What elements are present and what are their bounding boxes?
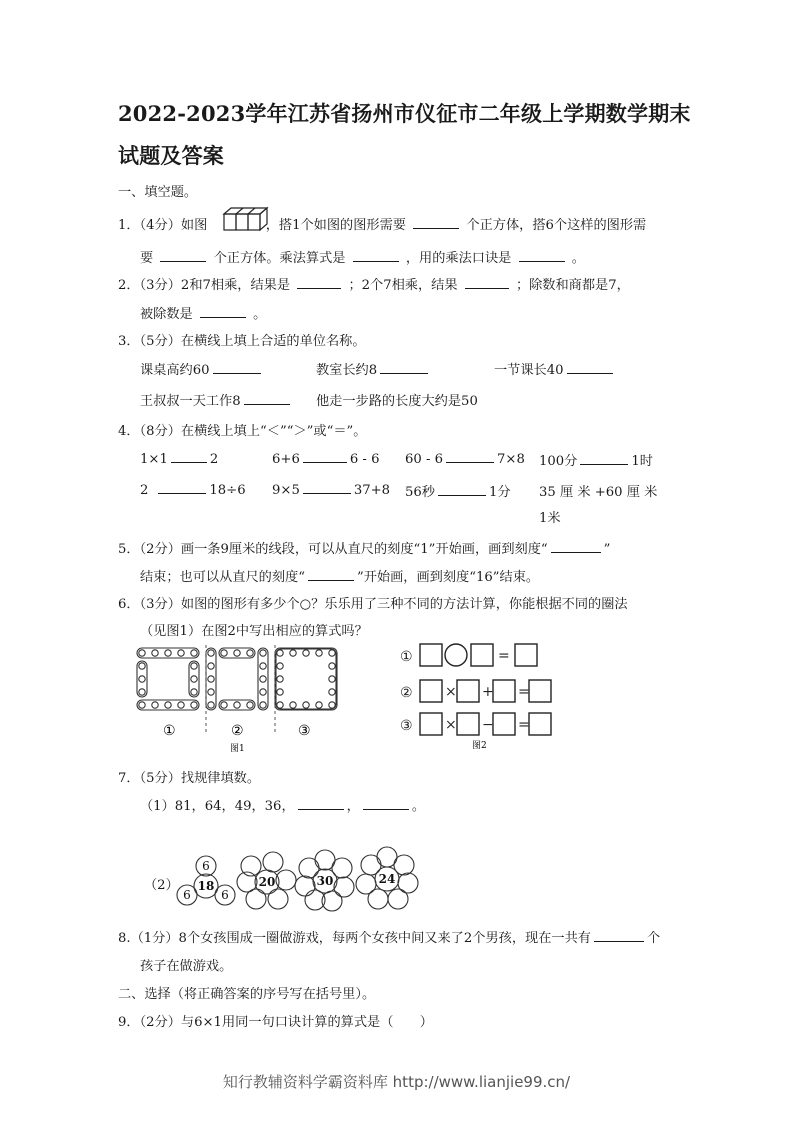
document-title-line1: 2022-2023学年江苏省扬州市仪征市二年级上学期数学期末 [118,101,691,126]
question-3-item-4 [140,390,293,409]
q4-r1-3-left: 60 - 6 [405,452,444,467]
q5-text-c: 结束；也可以从直尺的刻度“ [140,570,305,585]
q4-r1-4-right: 1时 [631,454,653,469]
q1-text-d: 要 [140,251,154,266]
flower-4-center: 24 [378,872,396,886]
q3-blank-1[interactable] [213,361,261,374]
q5-text-d: ”开始画，画到刻度“16”结束。 [357,570,540,585]
fig1-dot [329,663,335,669]
q7-p1-end: 。 [411,799,426,814]
flower-1-petal-right: 6 [221,888,229,902]
fig1-dot [152,702,158,708]
fig1-dot [303,702,309,708]
fig1-dot [208,663,214,669]
q4-row2-item-4-unit: 1米 [539,511,561,526]
q4-r1-2-left: 6+6 [272,452,300,467]
question-8-line1 [118,927,660,946]
flower-3-center: 30 [316,874,334,888]
q3-blank-4[interactable] [244,392,290,405]
fig1-dot [191,702,197,708]
q8-blank-1[interactable] [594,929,644,942]
cube-figure [223,206,271,232]
fig1-label-1: ① [163,723,176,739]
fig1-ring [276,649,336,709]
fig1-caption: 图1 [230,744,245,754]
question-3-item-3 [494,359,616,378]
question-7-stem: 7．（5分）找规律填数。 [118,771,261,786]
q1-text-c: 个正方体，搭6个这样的图形需 [466,218,647,233]
q1-text-g: 。 [571,251,585,266]
fig1-dot [139,650,145,656]
q4-blank-2[interactable] [303,450,347,463]
fig1-dot [191,689,197,695]
q8-text-b: 个 [646,931,661,946]
q4-row1-item-2 [272,450,379,467]
question-3-stem: 3．（5分）在横线上填上合适的单位名称。 [118,334,366,349]
fig1-dot [221,702,227,708]
q4-row1-item-3 [405,450,525,467]
q4-r2-3-right: 1分 [488,485,511,500]
question-1-line2 [140,247,585,266]
fig2-op-plus-2: + [482,684,494,700]
q2-text-d: 被除数是 [140,307,193,322]
fig2-op-times-2: × [445,684,457,700]
q1-text-f: ，用的乘法口诀是 [405,251,512,266]
fig1-dot [247,702,253,708]
fig1-dot [234,702,240,708]
q4-row2-item-3 [405,481,511,500]
question-3-item-1 [140,359,264,378]
q4-r2-2-left: 9×5 [272,483,300,498]
q2-text-c: ；除数和商都是7， [515,278,630,293]
q5-text-b: ” [603,542,611,557]
flower-1-center: 18 [197,879,215,893]
fig1-dot [208,650,214,656]
q4-row2-item-4: 35 厘 米 +60 厘 米 [539,485,658,500]
question-7-part-2-label: （2） [144,878,179,893]
question-2-line1 [118,274,630,293]
q2-text-b: ；2个7相乘，结果 [348,278,458,293]
q4-r2-2-right: 37+8 [353,483,391,498]
fig1-dot [208,689,214,695]
q4-row1-item-1 [140,450,218,467]
q4-r2-3-left: 56秒 [405,485,435,500]
fig1-dot [260,663,266,669]
q1-text-e: 个正方体。乘法算式是 [213,251,346,266]
q4-r2-1-right: 18÷6 [209,483,246,498]
figure-1 [138,645,350,753]
fig1-dot [329,676,335,682]
document-title-line2: 试题及答案 [118,143,224,168]
fig1-dot [139,676,145,682]
q2-text-e: 。 [253,307,267,322]
fig1-dot [290,650,296,656]
fig1-dot [277,663,283,669]
fig1-dot [178,702,184,708]
q1-text-b: ，搭1个如图的图形需要 [265,218,406,233]
fig2-op-equals-2: = [518,684,530,700]
fig1-dot [208,676,214,682]
q4-r1-1-right: 2 [209,452,219,467]
fig1-dot [316,650,322,656]
fig2-label-2: ② [400,685,413,701]
fig1-dot [191,663,197,669]
section-2-heading: 二、选择（将正确答案的序号写在括号里）。 [118,987,376,1002]
q5-text-a: 5．（2分）画一条9厘米的线段，可以从直尺的刻度“1”开始画，画到刻度“ [118,542,548,557]
fig1-dot [303,650,309,656]
q4-blank-5[interactable] [158,481,206,494]
fig2-label-1: ① [400,649,413,665]
q3-item-1-text: 课桌高约60 [140,363,210,378]
fig1-dot [221,650,227,656]
q3-blank-2[interactable] [380,361,428,374]
q4-r1-3-right: 7×8 [497,452,525,467]
fig2-op-equals-3: = [518,717,530,733]
q2-text-a: 2．（3分）2和7相乘，结果是 [118,278,291,293]
q2-blank-2[interactable] [465,276,509,289]
q4-r1-2-right: 6 - 6 [349,452,380,467]
fig2-op-times-3: × [445,717,457,733]
q8-text-a: 8.（1分）8个女孩围成一圈做游戏，每两个女孩中间又来了2个男孩，现在一共有 [118,931,591,946]
question-3-item-2 [316,359,431,378]
q5-blank-2[interactable] [308,568,354,581]
fig1-dot [139,689,145,695]
fig1-dot [277,676,283,682]
question-5-line2 [140,566,539,585]
fig1-dot [191,676,197,682]
fig1-dot [165,650,171,656]
fig1-ring [275,648,337,710]
question-7-part-1 [140,795,425,814]
q2-blank-3[interactable] [200,305,246,318]
q4-row2-item-2 [272,481,390,498]
section-1-heading: 一、填空题。 [118,185,198,200]
q3-blank-3[interactable] [567,361,613,374]
q4-row2-item-1 [140,481,246,498]
q7-p1-separator: ， [346,799,360,814]
question-6-line2: （见图1）在图2中写出相应的算式吗？ [140,624,368,639]
flower-1-petal-top: 6 [202,859,210,873]
q4-r1-1-left: 1×1 [140,452,168,467]
fig1-dot [191,650,197,656]
fig1-dot [260,702,266,708]
flower-pattern-figure [172,848,418,914]
flower-2-center: 20 [258,875,276,889]
q1-blank-2[interactable] [160,249,206,262]
fig1-dot [152,650,158,656]
fig2-op-minus-3: − [482,717,494,733]
question-9: 9．（2分）与6×1用同一句口诀计算的算式是（ ） [118,1015,433,1030]
fig1-dot [290,702,296,708]
fig1-dot [139,702,145,708]
flower-1-petal-left: 6 [183,888,191,902]
footer-watermark: 知行教辅资料学霸资料库 http://www.lianjie99.cn/ [222,1073,571,1091]
question-4-stem: 4．（8分）在横线上填上“＜”“＞”或“＝”。 [118,424,367,439]
fig1-dot [165,702,171,708]
fig1-dot [178,650,184,656]
q4-blank-3[interactable] [446,450,494,463]
q4-r1-4-left: 100分 [539,454,578,469]
q5-blank-1[interactable] [551,540,601,553]
q4-r2-1-left: 2 [140,483,149,498]
fig1-dot [260,689,266,695]
fig2-label-3: ③ [400,718,413,734]
q1-blank-4[interactable] [519,249,565,262]
question-1-line1 [118,214,646,233]
fig2-caption: 图2 [472,741,487,751]
fig1-label-2: ② [231,723,244,739]
q3-item-2-text: 教室长约8 [316,363,378,378]
q7-blank-1[interactable] [298,797,344,810]
q1-blank-3[interactable] [353,249,399,262]
fig1-dot [247,650,253,656]
q4-row1-item-4 [539,450,653,469]
question-3-item-5: 他走一步路的长度大约是50 [316,394,478,409]
fig1-label-3: ③ [298,723,311,739]
question-5-line1 [118,538,610,557]
fig1-dot [260,650,266,656]
q4-blank-7[interactable] [438,483,486,496]
question-2-line2 [140,303,266,322]
q7-p1-text: （1）81，64，49，36， [140,799,295,814]
q4-blank-6[interactable] [303,481,351,494]
fig1-dot [208,702,214,708]
q1-text-a: 1．（4分）如图 [118,218,208,233]
fig1-dot [234,650,240,656]
fig1-dot [316,702,322,708]
q4-blank-4[interactable] [580,452,628,465]
q3-item-4-text: 王叔叔一天工作8 [140,394,241,409]
q7-blank-2[interactable] [363,797,409,810]
question-8-line2: 孩子在做游戏。 [140,959,233,974]
q2-blank-1[interactable] [297,276,341,289]
q4-blank-1[interactable] [171,450,207,463]
q3-item-3-text: 一节课长40 [494,363,564,378]
fig2-op-equals-1: = [498,648,510,664]
fig1-dot [139,663,145,669]
fig1-dot [329,689,335,695]
q1-blank-1[interactable] [413,216,459,229]
fig1-dot [277,689,283,695]
fig1-dot [260,676,266,682]
question-6-line1: 6．（3分）如图的图形有多少个○？乐乐用了三种不同的方法计算，你能根据不同的圈法 [118,597,628,612]
figure-2 [398,640,558,752]
